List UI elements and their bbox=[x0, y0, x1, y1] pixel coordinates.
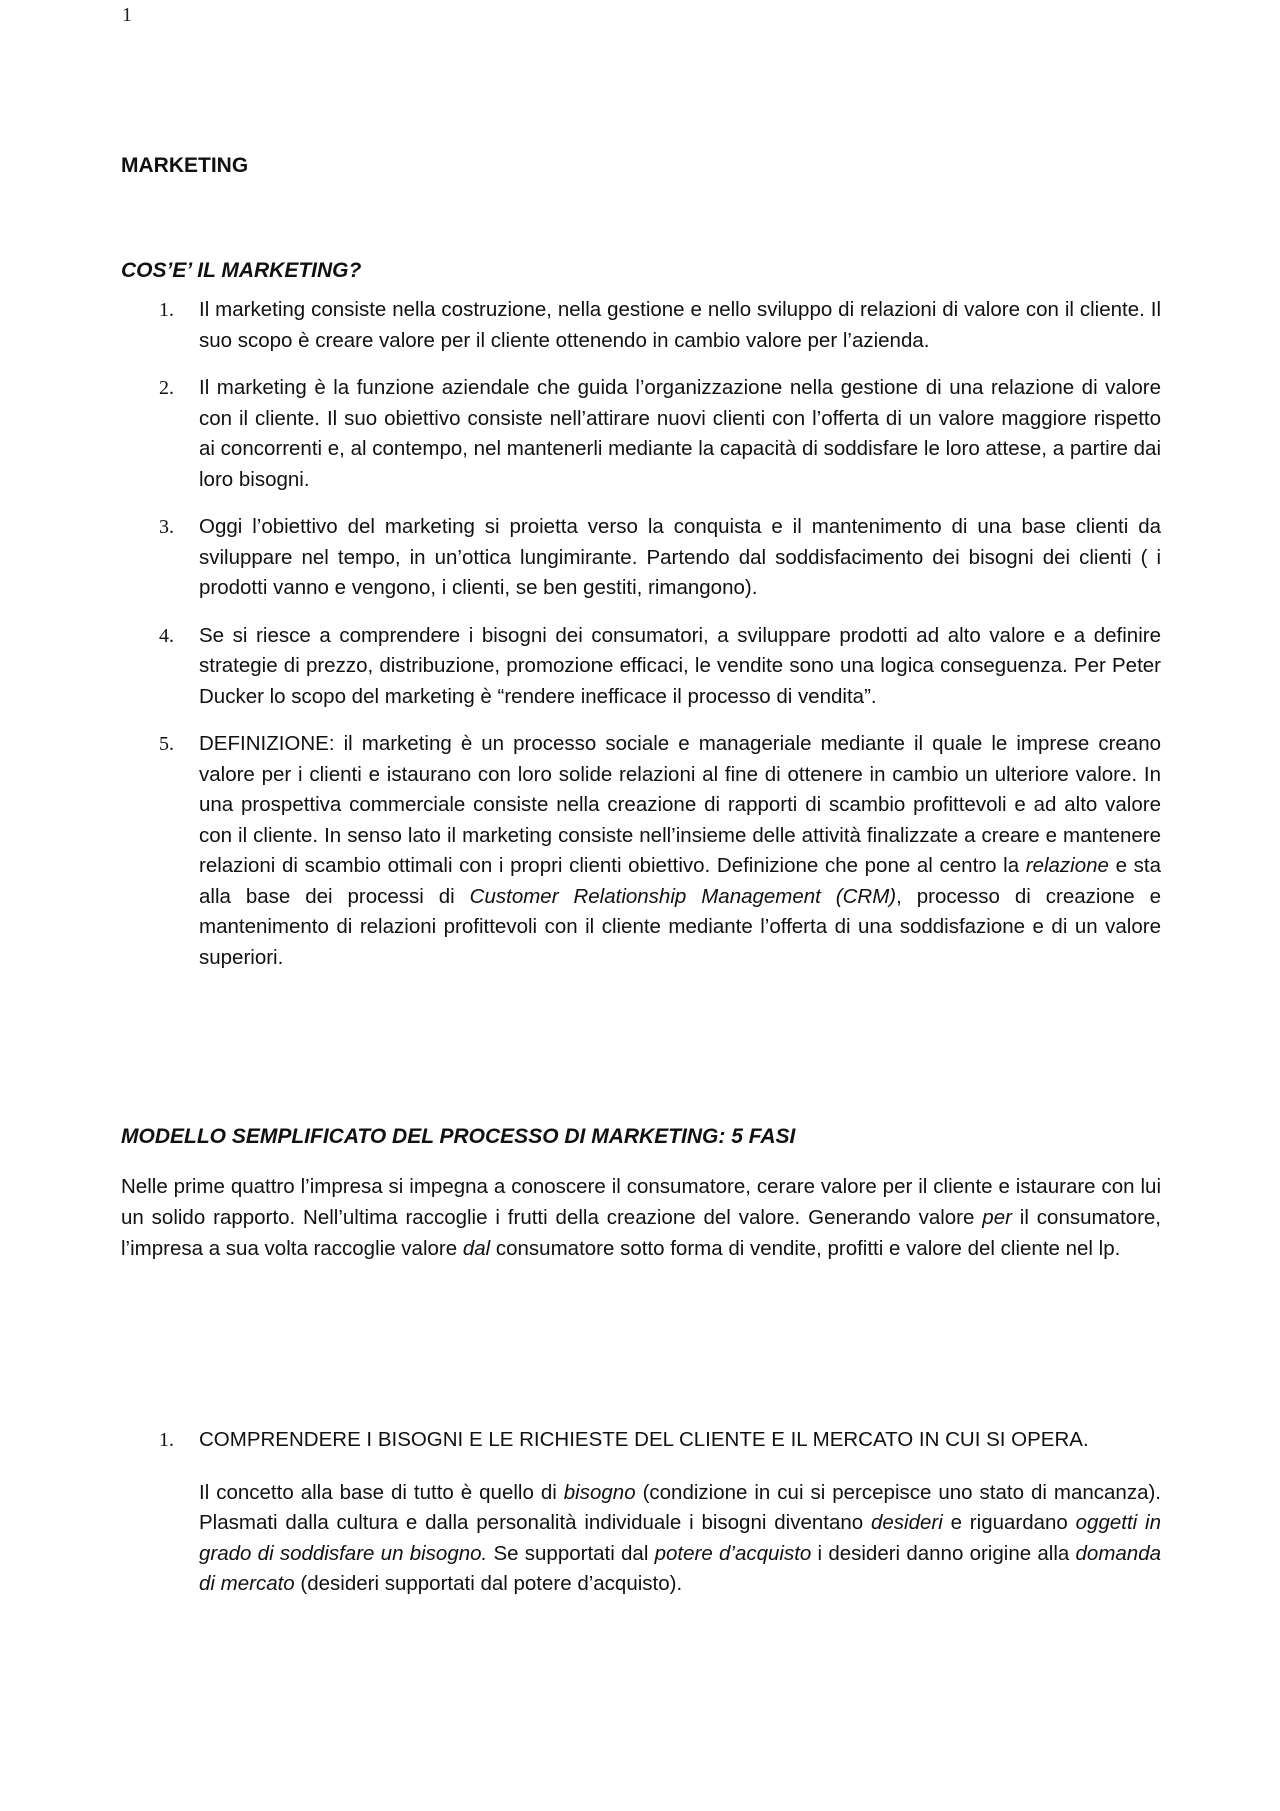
list-item bbox=[121, 512, 1161, 604]
section-marketing-model bbox=[121, 1122, 1161, 1264]
list-item-text: Il marketing consiste nella costruzione, nella gestione e nello sviluppo di relazioni di valore con il cliente. Il suo scopo è creare valore per il cliente ottenendo in cambio valore per l’azienda. bbox=[199, 298, 1161, 352]
list-item bbox=[121, 1425, 1161, 1600]
definitions-list bbox=[121, 295, 1161, 973]
section-what-is-marketing bbox=[121, 256, 1161, 990]
list-item bbox=[121, 729, 1161, 973]
list-item bbox=[121, 621, 1161, 713]
list-number: 2. bbox=[159, 377, 174, 399]
document-title: MARKETING bbox=[121, 154, 249, 177]
list-number: 5. bbox=[159, 733, 174, 755]
section-heading: MODELLO SEMPLIFICATO DEL PROCESSO DI MARKETING: 5 FASI bbox=[121, 1125, 796, 1148]
section-phases bbox=[121, 1425, 1161, 1617]
page-number: 1 bbox=[122, 4, 132, 26]
section-heading: COS’E’ IL MARKETING? bbox=[121, 259, 362, 282]
list-item-text: DEFINIZIONE: il marketing è un processo sociale e manageriale mediante il quale le imprese creano valore per i clienti e istaurano con loro solide relazioni al fine di ottenere in cambio un ulteriore valore. In una prospettiva commerciale consiste nella creazione di rapporti di scambio profittevoli e ad alto valore con il cliente. In senso lato il marketing consiste nell’insieme delle attività finalizzate a creare e mantenere relazioni di scambio ottimali con i propri clienti obiettivo. Definizione che pone al centro la relazione e sta alla base dei processi di Customer Relationship Management (CRM), processo di creazione e mantenimento di relazioni profittevoli con il cliente mediante l’offerta di una soddisfazione e di un valore superiori. bbox=[199, 732, 1161, 969]
list-item bbox=[121, 373, 1161, 495]
list-number: 1. bbox=[159, 1429, 174, 1451]
phase-title: COMPRENDERE I BISOGNI E LE RICHIESTE DEL CLIENTE E IL MERCATO IN CUI SI OPERA. bbox=[199, 1428, 1089, 1451]
phases-list bbox=[121, 1425, 1161, 1600]
list-item bbox=[121, 295, 1161, 356]
phase-paragraph: Il concetto alla base di tutto è quello di bisogno (condizione in cui si percepisce uno stato di mancanza). Plasmati dalla cultura e dalla personalità individuale i bisogni diventano desideri e riguardano oggetti in grado di soddisfare un bisogno. Se supportati dal potere d’acquisto i desideri danno origine alla domanda di mercato (desideri supportati dal potere d’acquisto). bbox=[199, 1480, 1161, 1595]
list-item-text: Oggi l’obiettivo del marketing si proietta verso la conquista e il mantenimento di una base clienti da sviluppare nel tempo, in un’ottica lungimirante. Partendo dal soddisfacimento dei bisogni dei clienti ( i prodotti vanno e vengono, i clienti, se ben gestiti, rimangono). bbox=[199, 515, 1161, 599]
list-number: 4. bbox=[159, 624, 174, 647]
body-paragraph: Nelle prime quattro l’impresa si impegna a conoscere il consumatore, cerare valore per il cliente e istaurare con lui un solido rapporto. Nell’ultima raccoglie i frutti della creazione del valore. Generando valore per il consumatore, l’impresa a sua volta raccoglie valore dal consumatore sotto forma di vendite, profitti e valore del cliente nel lp. bbox=[121, 1175, 1161, 1260]
list-number: 3. bbox=[159, 516, 174, 538]
list-item-text: Se si riesce a comprendere i bisogni dei consumatori, a sviluppare prodotti ad alto valore e a definire strategie di prezzo, distribuzione, promozione efficaci, le vendite sono una logica conseguenza. Per Peter Ducker lo scopo del marketing è “rendere inefficace il processo di vendita”. bbox=[199, 623, 1161, 708]
list-number: 1. bbox=[159, 299, 174, 321]
list-item-text: Il marketing è la funzione aziendale che guida l’organizzazione nella gestione di una relazione di valore con il cliente. Il suo obiettivo consiste nell’attirare nuovi clienti con l’offerta di un valore maggiore rispetto ai concorrenti e, al contempo, nel mantenerli mediante la capacità di soddisfare le loro attese, a partire dai loro bisogni. bbox=[199, 376, 1161, 491]
